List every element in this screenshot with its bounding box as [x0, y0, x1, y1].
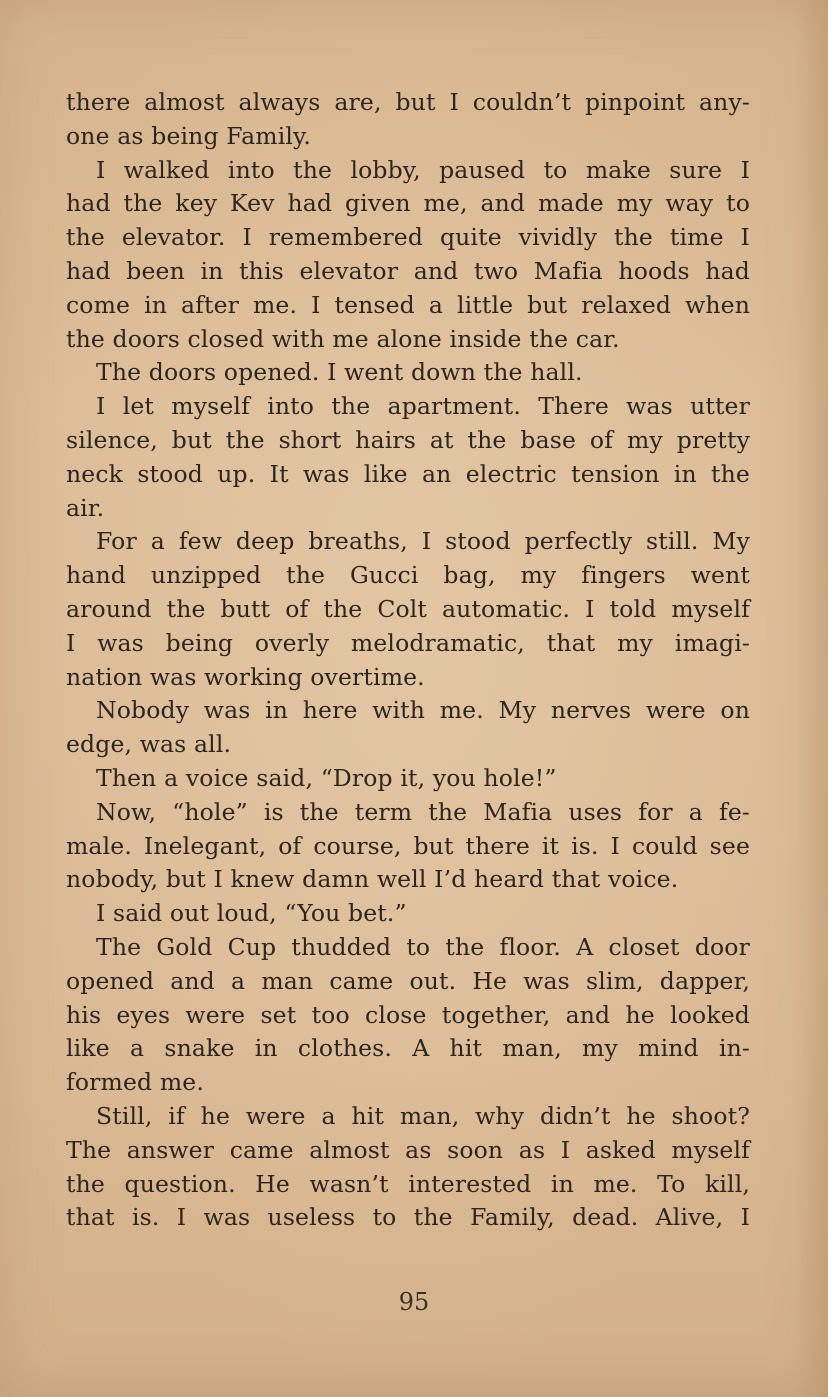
text-line: formed me. [66, 1068, 204, 1097]
text-line: around the butt of the Colt automatic. I told myself [66, 594, 750, 623]
text-line: For a few deep breaths, I stood perfectly still. My [96, 527, 750, 556]
text-line: Now, “hole” is the term the Mafia uses for a fe- [96, 797, 750, 826]
text-line: come in after me. I tensed a little but relaxed when [66, 290, 750, 319]
text-line: the question. He wasn’t interested in me. To kill, [66, 1169, 750, 1198]
text-line: male. Inelegant, of course, but there it is. I could see [66, 831, 750, 860]
text-line: had the key Kev had given me, and made my way to [66, 189, 750, 218]
text-line: I let myself into the apartment. There was utter [96, 392, 750, 421]
text-line: had been in this elevator and two Mafia hoods had [66, 256, 750, 285]
body-text [66, 86, 750, 1235]
text-line: nation was working overtime. [66, 662, 425, 691]
text-line: Nobody was in here with me. My nerves were on [96, 696, 750, 725]
text-line: The answer came almost as soon as I asked myself [66, 1135, 750, 1164]
page-number: 95 [398, 1288, 430, 1316]
text-line: The doors opened. I went down the hall. [96, 358, 583, 387]
text-line: silence, but the short hairs at the base of my pretty [66, 425, 750, 454]
text-line: I was being overly melodramatic, that my imagi- [66, 628, 750, 657]
text-line: air. [66, 493, 105, 522]
text-line: I said out loud, “You bet.” [96, 899, 407, 928]
page-fold-shadow [794, 0, 828, 1397]
text-line: the doors closed with me alone inside the car. [66, 324, 620, 353]
text-line: the elevator. I remembered quite vividly the time I [66, 223, 750, 252]
text-line: like a snake in clothes. A hit man, my mind in- [66, 1034, 750, 1063]
text-line: there almost always are, but I couldn’t pinpoint any- [66, 88, 750, 116]
text-line: that is. I was useless to the Family, dead. Alive, I [66, 1203, 750, 1232]
text-line: neck stood up. It was like an electric tension in the [66, 459, 750, 488]
text-line: hand unzipped the Gucci bag, my fingers went [66, 561, 750, 590]
text-line: I walked into the lobby, paused to make sure I [96, 155, 750, 184]
text-line: edge, was all. [66, 730, 232, 759]
text-line: Then a voice said, “Drop it, you hole!” [96, 763, 557, 792]
text-line: his eyes were set too close together, and he looked [66, 1000, 750, 1029]
text-line: opened and a man came out. He was slim, dapper, [66, 966, 750, 995]
text-line: one as being Family. [66, 121, 311, 150]
text-line: Still, if he were a hit man, why didn’t he shoot? [96, 1101, 750, 1130]
text-line: nobody, but I knew damn well I’d heard that voice. [66, 865, 679, 894]
text-line: The Gold Cup thudded to the floor. A closet door [96, 932, 750, 961]
